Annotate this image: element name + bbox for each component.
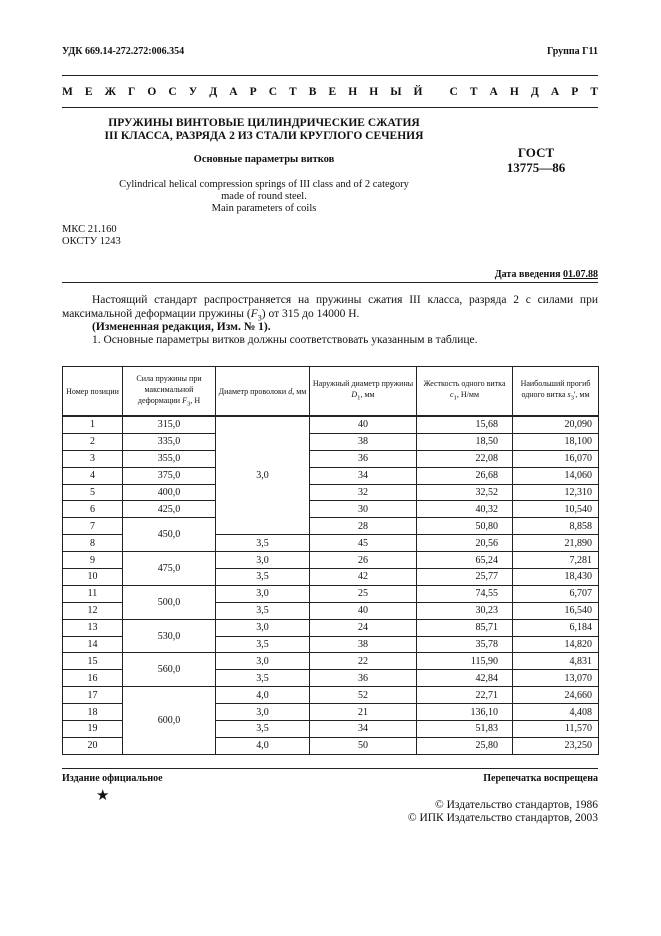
wire-cell: 3,0	[216, 552, 310, 569]
gost-label: ГОСТ	[517, 145, 555, 160]
banner-letter: Е	[84, 86, 93, 98]
stiffness-cell: 25,77	[417, 569, 513, 586]
deflection-cell: 7,281	[513, 552, 599, 569]
position-cell: 7	[63, 518, 123, 535]
star-icon: ★	[96, 788, 110, 804]
force-cell: 560,0	[123, 653, 216, 687]
table-row	[63, 501, 599, 518]
wire-cell: 3,5	[216, 569, 310, 586]
coil-parameters-table	[62, 366, 599, 755]
position-cell: 16	[63, 670, 123, 687]
group-code: Группа Г11	[547, 46, 598, 57]
banner-letter: Н	[348, 86, 358, 98]
position-cell: 17	[63, 687, 123, 704]
deflection-cell: 14,060	[513, 467, 599, 484]
stiffness-cell: 40,32	[417, 501, 513, 518]
date-rule	[62, 282, 598, 283]
position-cell: 12	[63, 602, 123, 619]
reprint-prohibited: Перепечатка воспрещена	[483, 773, 598, 784]
outer-diameter-cell: 52	[310, 687, 417, 704]
header-symbol: D	[351, 390, 358, 400]
banner-letter: Е	[328, 86, 337, 98]
deflection-cell: 4,831	[513, 653, 599, 670]
top-rule	[62, 75, 598, 76]
stiffness-cell: 25,80	[417, 737, 513, 754]
copyright-2003: © ИПК Издательство стандартов, 2003	[407, 812, 598, 824]
wire-cell: 3,0	[216, 416, 310, 535]
stiffness-cell: 32,52	[417, 484, 513, 501]
force-cell: 355,0	[123, 450, 216, 467]
banner-letter: Р	[571, 86, 579, 98]
stiffness-cell: 65,24	[417, 552, 513, 569]
wire-cell: 3,0	[216, 585, 310, 602]
introduction-date	[495, 269, 598, 280]
stiffness-cell: 42,84	[417, 670, 513, 687]
banner-gap	[435, 86, 438, 98]
outer-diameter-cell: 34	[310, 721, 417, 738]
edition-note: (Измененная редакция, Изм. № 1).	[92, 321, 271, 333]
wire-cell: 3,5	[216, 602, 310, 619]
banner-letter: С	[168, 86, 177, 98]
banner-letter: Д	[209, 86, 218, 98]
outer-diameter-cell: 45	[310, 535, 417, 552]
outer-diameter-cell: 32	[310, 484, 417, 501]
header-symbol: s	[567, 390, 571, 400]
position-cell: 2	[63, 433, 123, 450]
position-cell: 9	[63, 552, 123, 569]
force-cell: 500,0	[123, 585, 216, 619]
stiffness-cell: 22,71	[417, 687, 513, 704]
position-cell: 4	[63, 467, 123, 484]
force-cell: 335,0	[123, 433, 216, 450]
outer-diameter-cell: 30	[310, 501, 417, 518]
deflection-cell: 14,820	[513, 636, 599, 653]
header-text: Наибольший прогиб одного витка	[520, 379, 591, 400]
header-text: Номер позиции	[66, 386, 119, 396]
stiffness-cell: 136,10	[417, 704, 513, 721]
header-text: ', мм	[573, 390, 590, 400]
position-cell: 5	[63, 484, 123, 501]
footer-rule	[62, 768, 598, 769]
position-cell: 20	[63, 737, 123, 754]
stiffness-cell: 35,78	[417, 636, 513, 653]
wire-cell: 3,0	[216, 704, 310, 721]
header-force	[123, 367, 216, 417]
stiffness-cell: 18,50	[417, 433, 513, 450]
deflection-cell: 20,090	[513, 416, 599, 433]
force-cell: 600,0	[123, 687, 216, 755]
header-subscript: 3	[186, 400, 191, 408]
interstate-standard-banner	[62, 86, 598, 98]
header-subscript: 1	[453, 394, 457, 402]
banner-letter: Й	[413, 86, 423, 98]
banner-letter: М	[62, 86, 73, 98]
banner-letter: О	[147, 86, 157, 98]
wire-cell: 3,5	[216, 535, 310, 552]
mks-code: МКС 21.160	[62, 224, 117, 235]
banner-letter: Т	[469, 86, 478, 98]
banner-letter: С	[449, 86, 458, 98]
title-line-2: III КЛАССА, РАЗРЯДА 2 ИЗ СТАЛИ КРУГЛОГО СЕЧЕНИЯ	[104, 130, 424, 142]
position-cell: 11	[63, 585, 123, 602]
stiffness-cell: 26,68	[417, 467, 513, 484]
header-wire-diameter	[216, 367, 310, 417]
banner-letter: Т	[590, 86, 598, 98]
force-cell: 450,0	[123, 518, 216, 552]
intro-date-value: 01.07.88	[563, 269, 598, 280]
deflection-cell: 18,430	[513, 569, 599, 586]
deflection-cell: 12,310	[513, 484, 599, 501]
table-row	[63, 552, 599, 569]
scope-subscript: 3	[257, 312, 262, 322]
stiffness-cell: 74,55	[417, 585, 513, 602]
banner-letter: С	[268, 86, 277, 98]
banner-letter: Д	[530, 86, 539, 98]
deflection-cell: 13,070	[513, 670, 599, 687]
banner-letter: А	[489, 86, 498, 98]
banner-letter: Ы	[390, 86, 402, 98]
position-cell: 6	[63, 501, 123, 518]
banner-letter: Р	[249, 86, 257, 98]
position-cell: 8	[63, 535, 123, 552]
header-stiffness	[417, 367, 513, 417]
position-cell: 18	[63, 704, 123, 721]
banner-letter: В	[308, 86, 317, 98]
table-row	[63, 484, 599, 501]
outer-diameter-cell: 25	[310, 585, 417, 602]
stiffness-cell: 22,08	[417, 450, 513, 467]
header-text: , Н/мм	[456, 390, 479, 400]
subtitle: Основные параметры витков	[193, 154, 335, 165]
wire-cell: 3,5	[216, 721, 310, 738]
table-row	[63, 433, 599, 450]
outer-diameter-cell: 34	[310, 467, 417, 484]
banner-letter: Ж	[104, 86, 116, 98]
scope-paragraph	[62, 294, 598, 324]
banner-letter: Н	[369, 86, 379, 98]
clause-1: 1. Основные параметры витков должны соответствовать указанным в таблице.	[92, 334, 478, 346]
outer-diameter-cell: 42	[310, 569, 417, 586]
header-text: Наружный диаметр пружины	[312, 379, 414, 389]
deflection-cell: 10,540	[513, 501, 599, 518]
header-text: Жесткость одного витка	[423, 379, 506, 389]
deflection-cell: 23,250	[513, 737, 599, 754]
deflection-cell: 6,707	[513, 585, 599, 602]
header-subscript: 3	[570, 394, 574, 402]
header-outer-diameter	[310, 367, 417, 417]
stiffness-cell: 115,90	[417, 653, 513, 670]
table-row	[63, 619, 599, 636]
deflection-cell: 6,184	[513, 619, 599, 636]
table-row	[63, 687, 599, 704]
stiffness-cell: 20,56	[417, 535, 513, 552]
outer-diameter-cell: 28	[310, 518, 417, 535]
outer-diameter-cell: 38	[310, 636, 417, 653]
okstu-code: ОКСТУ 1243	[62, 236, 121, 247]
header-position-number	[63, 367, 123, 417]
scope-text-a: Настоящий стандарт распространяется на пружины сжатия III класса, разряда 2 с силами при максимальной деформации пружины (	[62, 294, 598, 320]
header-text: , мм	[292, 386, 307, 396]
table-row	[63, 653, 599, 670]
deflection-cell: 11,570	[513, 721, 599, 738]
title-line-1: ПРУЖИНЫ ВИНТОВЫЕ ЦИЛИНДРИЧЕСКИЕ СЖАТИЯ	[108, 117, 420, 129]
position-cell: 3	[63, 450, 123, 467]
banner-rule	[62, 107, 598, 108]
banner-letter: А	[550, 86, 560, 98]
deflection-cell: 16,540	[513, 602, 599, 619]
force-cell: 475,0	[123, 552, 216, 586]
outer-diameter-cell: 40	[310, 416, 417, 433]
force-cell: 400,0	[123, 484, 216, 501]
header-max-deflection	[513, 367, 599, 417]
header-text: , Н	[190, 395, 201, 405]
deflection-cell: 21,890	[513, 535, 599, 552]
position-cell: 1	[63, 416, 123, 433]
deflection-cell: 4,408	[513, 704, 599, 721]
english-title-line-3: Main parameters of coils	[211, 203, 317, 214]
header-symbol: c	[449, 390, 454, 400]
outer-diameter-cell: 50	[310, 737, 417, 754]
force-cell: 530,0	[123, 619, 216, 653]
wire-cell: 3,5	[216, 636, 310, 653]
force-cell: 375,0	[123, 467, 216, 484]
table-row	[63, 518, 599, 535]
outer-diameter-cell: 38	[310, 433, 417, 450]
udk-code: УДК 669.14-272.272:006.354	[62, 46, 185, 57]
deflection-cell: 16,070	[513, 450, 599, 467]
outer-diameter-cell: 21	[310, 704, 417, 721]
stiffness-cell: 50,80	[417, 518, 513, 535]
outer-diameter-cell: 40	[310, 602, 417, 619]
outer-diameter-cell: 36	[310, 450, 417, 467]
table-row	[63, 585, 599, 602]
stiffness-cell: 15,68	[417, 416, 513, 433]
banner-letter: Т	[289, 86, 297, 98]
position-cell: 10	[63, 569, 123, 586]
wire-cell: 3,0	[216, 653, 310, 670]
outer-diameter-cell: 22	[310, 653, 417, 670]
scope-symbol: F	[250, 307, 258, 320]
wire-cell: 4,0	[216, 737, 310, 754]
official-edition: Издание официальное	[62, 773, 163, 784]
stiffness-cell: 30,23	[417, 602, 513, 619]
wire-cell: 3,5	[216, 670, 310, 687]
deflection-cell: 24,660	[513, 687, 599, 704]
header-text: , мм	[360, 390, 375, 400]
position-cell: 15	[63, 653, 123, 670]
scope-text-b: ) от 315 до 14000 Н.	[261, 307, 360, 320]
table-row	[63, 416, 599, 433]
deflection-cell: 18,100	[513, 433, 599, 450]
gost-number: 13775—86	[506, 160, 566, 175]
banner-letter: Н	[509, 86, 519, 98]
stiffness-cell: 51,83	[417, 721, 513, 738]
header-subscript: 1	[357, 394, 361, 402]
wire-cell: 4,0	[216, 687, 310, 704]
banner-letter: У	[188, 86, 198, 98]
banner-letter: А	[229, 86, 238, 98]
deflection-cell: 8,858	[513, 518, 599, 535]
table-row	[63, 467, 599, 484]
banner-letter: Г	[128, 86, 136, 98]
outer-diameter-cell: 36	[310, 670, 417, 687]
intro-date-label: Дата введения	[494, 269, 561, 280]
table-row	[63, 450, 599, 467]
outer-diameter-cell: 24	[310, 619, 417, 636]
header-text: Сила пружины при максимальной деформации	[136, 373, 202, 405]
force-cell: 425,0	[123, 501, 216, 518]
force-cell: 315,0	[123, 416, 216, 433]
table-header-row	[63, 367, 599, 417]
position-cell: 19	[63, 721, 123, 738]
position-cell: 14	[63, 636, 123, 653]
outer-diameter-cell: 26	[310, 552, 417, 569]
position-cell: 13	[63, 619, 123, 636]
header-text: Диаметр проволоки	[218, 386, 289, 396]
header-symbol: d	[288, 386, 293, 396]
english-title-line-1: Cylindrical helical compression springs of III class and of 2 category	[119, 179, 409, 190]
english-title-line-2: made of round steel.	[221, 191, 307, 202]
header-symbol: F	[182, 395, 187, 405]
stiffness-cell: 85,71	[417, 619, 513, 636]
copyright-1986: © Издательство стандартов, 1986	[434, 799, 598, 811]
wire-cell: 3,0	[216, 619, 310, 636]
